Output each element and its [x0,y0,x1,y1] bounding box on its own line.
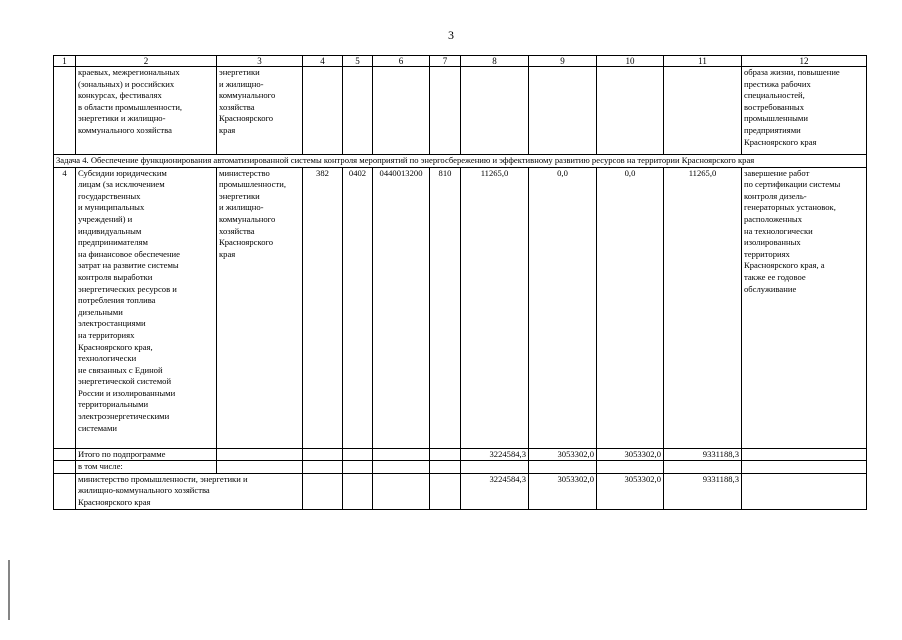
year-3-value: 0,0 [597,167,664,448]
rzpr-code: 0402 [343,167,373,448]
year-1-value: 11265,0 [461,167,529,448]
itogo-total: 9331188,3 [664,448,742,461]
grbs-code: 382 [303,167,343,448]
vtom-row [54,461,867,474]
row-number: 4 [54,167,76,448]
itogo-year-1: 3224584,3 [461,448,529,461]
itogo-year-3: 3053302,0 [597,448,664,461]
vr-code: 810 [430,167,461,448]
col-header-11: 11 [664,56,742,67]
itogo-row [54,448,867,461]
total-value: 11265,0 [664,167,742,448]
cont-name: краевых, межрегиональных (зональных) и российских конкурсах, фестивалях в области промышленности, энергетики и жилищно- коммунального хозяйства [76,67,217,155]
measure-result: завершение работ по сертификации системы контроля дизель- генераторных установок, расположенных на технологически изолированных территориях Красноярского края, а также ее годовое обслуживание [742,167,867,448]
header-row [54,56,867,67]
col-header-3: 3 [217,56,303,67]
itogo-year-2: 3053302,0 [529,448,597,461]
cont-result: образа жизни, повышение престижа рабочих специальностей, востребованных промышленными предприятиями Красноярского края [742,67,867,155]
task-4-row [54,155,867,168]
col-header-8: 8 [461,56,529,67]
ministry-label: министерство промышленности, энергетики и жилищно-коммунального хозяйства Красноярского края [76,473,303,509]
measure-name: Субсидии юридическим лицам (за исключением государственных и муниципальных учреждений) и индивидуальным предпринимателям на финансовое обеспечение затрат на развитие системы контроля выработки энергетических ресурсов и потребления топлива дизельными электростанциями на территориях Красноярского края, технологически не связанных с Единой энергетической системой России и изолированными территориальными электроэнергетическими системами [76,167,217,448]
col-header-9: 9 [529,56,597,67]
ministry-year-1: 3224584,3 [461,473,529,509]
vtom-label: в том числе: [76,461,217,474]
csr-code: 0440013200 [373,167,430,448]
col-header-1: 1 [54,56,76,67]
ministry-year-3: 3053302,0 [597,473,664,509]
col-header-4: 4 [303,56,343,67]
col-header-10: 10 [597,56,664,67]
page-number: 3 [448,28,454,42]
scan-edge-mark [8,560,10,620]
col-header-12: 12 [742,56,867,67]
subprogram-table [53,55,867,510]
col-header-2: 2 [76,56,217,67]
task-4-heading: Задача 4. Обеспечение функционирования автоматизированной системы контроля мероприятий по энергосбережению и эффективному развитию ресурсов на территории Красноярского края [54,155,867,168]
col-header-5: 5 [343,56,373,67]
cont-agency: энергетики и жилищно- коммунального хозяйства Красноярского края [217,67,303,155]
col-header-6: 6 [373,56,430,67]
ministry-total: 9331188,3 [664,473,742,509]
itogo-label: Итого по подпрограмме [76,448,217,461]
measure-4-row [54,167,867,448]
measure-agency: министерство промышленности, энергетики и жилищно- коммунального хозяйства Красноярского края [217,167,303,448]
col-header-7: 7 [430,56,461,67]
continuation-row [54,67,867,155]
year-2-value: 0,0 [529,167,597,448]
ministry-row [54,473,867,509]
ministry-year-2: 3053302,0 [529,473,597,509]
